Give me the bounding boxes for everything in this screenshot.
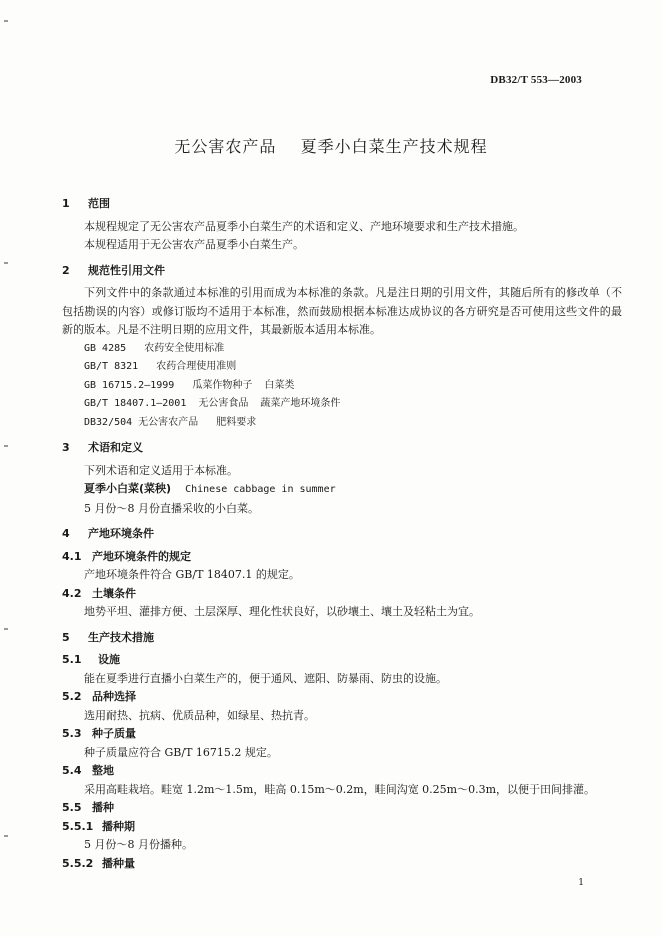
subsubsection-number: 5.5.2 bbox=[62, 856, 94, 870]
subsection-heading bbox=[62, 548, 622, 567]
subsubsection-number: 5.5.1 bbox=[62, 819, 94, 833]
term-chinese: 夏季小白菜(菜秧) bbox=[84, 482, 172, 495]
section-heading-2 bbox=[62, 262, 622, 281]
section-number: 3 bbox=[62, 441, 70, 454]
subsection-number: 5.5 bbox=[62, 801, 82, 814]
scan-mark bbox=[4, 20, 8, 22]
section-number: 5 bbox=[62, 630, 70, 644]
section-number: 2 bbox=[62, 263, 70, 277]
reference-item: GB/T 18407.1—2001 无公害食品 蔬菜产地环境条件 bbox=[84, 398, 341, 409]
subsection-heading bbox=[62, 762, 622, 781]
scan-mark bbox=[4, 262, 8, 264]
subsubsection-title: 播种量 bbox=[102, 856, 135, 870]
section-heading-3 bbox=[62, 439, 622, 458]
scan-mark bbox=[4, 445, 8, 447]
section-title: 术语和定义 bbox=[88, 441, 143, 454]
scan-mark bbox=[4, 628, 8, 630]
document-body bbox=[62, 188, 622, 873]
subsection-title: 产地环境条件的规定 bbox=[92, 549, 191, 563]
subsection-heading bbox=[62, 799, 622, 818]
paragraph: 5 月份～8 月份播种。 bbox=[84, 838, 193, 851]
scan-mark bbox=[4, 835, 8, 837]
term-entry bbox=[62, 480, 622, 500]
subsection-number: 4.2 bbox=[62, 586, 82, 600]
subsection-title: 设施 bbox=[98, 653, 120, 666]
reference-item: GB/T 8321 农药合理使用准则 bbox=[84, 361, 237, 372]
subsection-number: 4.1 bbox=[62, 549, 82, 563]
paragraph: 下列术语和定义适用于本标准。 bbox=[84, 463, 238, 477]
subsection-heading bbox=[62, 585, 622, 604]
subsection-number: 5.2 bbox=[62, 690, 82, 703]
paragraph: 产地环境条件符合 GB/T 18407.1 的规定。 bbox=[84, 568, 300, 581]
subsubsection-heading bbox=[62, 818, 622, 837]
paragraph: 本规程规定了无公害农产品夏季小白菜生产的术语和定义、产地环境要求和生产技术措施。 bbox=[84, 219, 524, 233]
subsection-number: 5.3 bbox=[62, 727, 82, 740]
section-number: 4 bbox=[62, 527, 70, 540]
section-heading-1 bbox=[62, 195, 622, 214]
subsection-number: 5.4 bbox=[62, 764, 82, 777]
section-heading-4 bbox=[62, 525, 622, 544]
subsection-title: 土壤条件 bbox=[92, 586, 136, 600]
paragraph: 能在夏季进行直播小白菜生产的，便于通风、遮阳、防暴雨、防虫的设施。 bbox=[84, 671, 447, 685]
subsection-number: 5.1 bbox=[62, 653, 82, 666]
paragraph: 选用耐热、抗病、优质品种，如绿星、热抗青。 bbox=[84, 708, 315, 722]
document-title: 无公害农产品 夏季小白菜生产技术规程 bbox=[174, 137, 488, 156]
subsection-title: 种子质量 bbox=[92, 727, 136, 740]
section-title: 产地环境条件 bbox=[88, 527, 154, 540]
reference-item: GB 16715.2—1999 瓜菜作物种子 白菜类 bbox=[84, 379, 295, 391]
subsection-title: 播种 bbox=[92, 801, 114, 814]
paragraph: 下列文件中的条款通过本标准的引用而成为本标准的条款。凡是注日期的引用文件，其随后所有的修改单（不包括勘误的内容）或修订版均不适用于本标准，然而鼓励根据本标准达成协议的各方研究是否可使用这些文件的最新的版本。凡是不注明日期的应用文件，其最新版本适用本标准。 bbox=[62, 286, 622, 336]
subsection-heading bbox=[62, 725, 622, 744]
section-number: 1 bbox=[62, 197, 70, 210]
paragraph: 采用高畦栽培。畦宽 1.2m～1.5m，畦高 0.15m～0.2m，畦间沟宽 0.25m～0.3m，以便于田间排灌。 bbox=[84, 782, 596, 796]
section-heading-5 bbox=[62, 629, 622, 648]
page-number: 1 bbox=[578, 878, 584, 888]
standard-code: DB32/T 553—2003 bbox=[490, 74, 582, 86]
term-english: Chinese cabbage in summer bbox=[185, 484, 336, 495]
section-title: 生产技术措施 bbox=[88, 630, 154, 644]
section-title: 范围 bbox=[88, 197, 110, 210]
paragraph: 本规程适用于无公害农产品夏季小白菜生产。 bbox=[84, 238, 304, 251]
subsection-title: 品种选择 bbox=[92, 690, 136, 703]
subsection-heading bbox=[62, 688, 622, 707]
subsection-title: 整地 bbox=[92, 764, 114, 777]
subsection-heading bbox=[62, 651, 622, 670]
paragraph: 地势平坦、灌排方便、土层深厚、理化性状良好，以砂壤土、壤土及轻粘土为宜。 bbox=[84, 605, 480, 618]
section-title: 规范性引用文件 bbox=[88, 263, 165, 277]
subsubsection-title: 播种期 bbox=[102, 819, 135, 833]
term-definition: 5 月份～8 月份直播采收的小白菜。 bbox=[84, 501, 259, 515]
subsubsection-heading bbox=[62, 855, 622, 874]
paragraph: 种子质量应符合 GB/T 16715.2 规定。 bbox=[84, 745, 278, 759]
reference-item: DB32/504 无公害农产品 肥料要求 bbox=[84, 416, 257, 428]
reference-item: GB 4285 农药安全使用标准 bbox=[84, 342, 225, 354]
